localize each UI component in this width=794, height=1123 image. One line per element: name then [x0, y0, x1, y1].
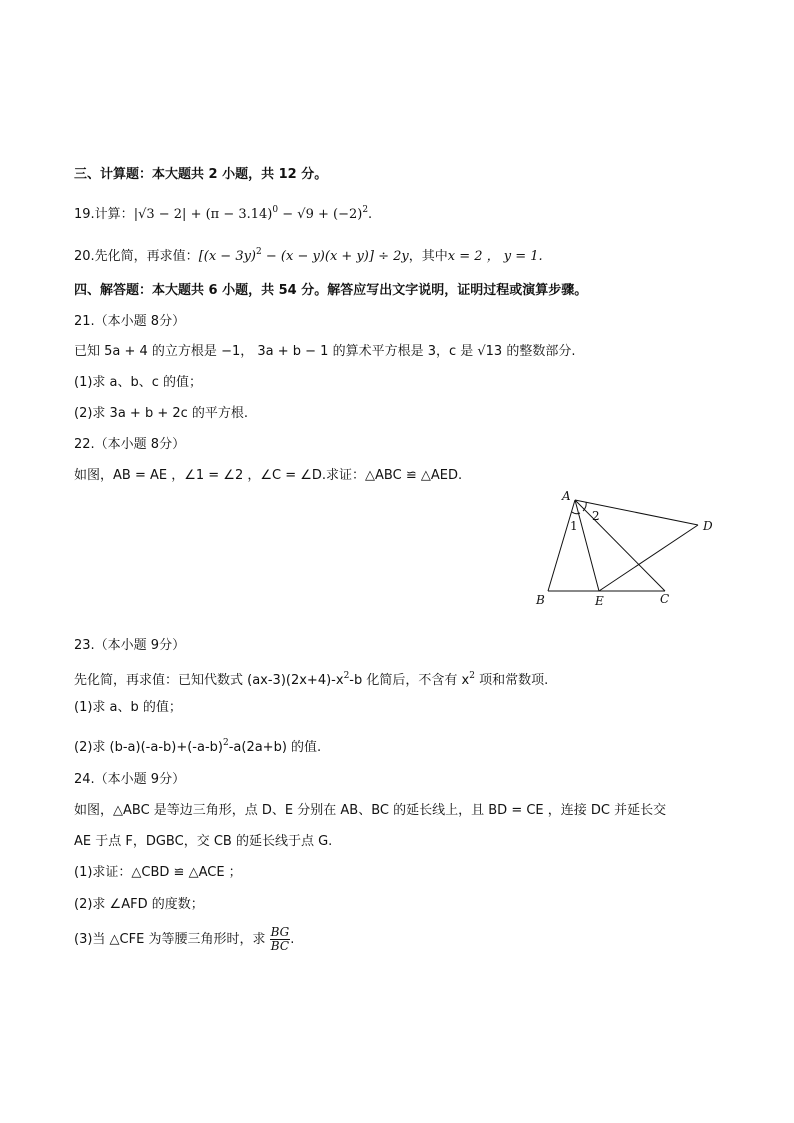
- q21-header: 21.（本小题 8分）: [74, 314, 186, 329]
- q19-prefix: 19.计算：: [74, 207, 134, 222]
- q19-exp2: 2: [362, 205, 369, 215]
- q21-part1: (1)求 a、b、c 的值；: [74, 375, 203, 390]
- q23-part2-a: (2)求 (b-a)(-a-b)+(-a-b): [74, 740, 223, 755]
- question-19: [74, 200, 372, 225]
- q24-part3-prefix: (3)当 △CFE 为等腰三角形时，求: [74, 932, 266, 947]
- q19-tail: .: [368, 207, 373, 222]
- q24-part1: (1)求证：△CBD ≌ △ACE ；: [74, 865, 242, 880]
- q24-stem-line1: 如图，△ABC 是等边三角形，点 D、E 分别在 AB、BC 的延长线上，且 BD = CE ，连接 DC 并延长交: [74, 803, 667, 818]
- q24-stem-line2: AE 于点 F，DGBC，交 CB 的延长线于点 G.: [74, 834, 333, 849]
- label-D: D: [703, 519, 713, 533]
- label-B: B: [536, 593, 545, 607]
- segment-ED: [599, 525, 698, 591]
- q20-exp2: 2: [256, 247, 262, 257]
- q23-stem-b: -b 化简后，不含有 x: [349, 673, 470, 688]
- q24-part3: [74, 926, 294, 954]
- q20-mid: ，其中: [408, 249, 448, 264]
- q19-exp0: 0: [272, 205, 279, 215]
- segment-AB: [548, 500, 575, 591]
- q23-part1: (1)求 a、b 的值；: [74, 700, 182, 715]
- question-20: [74, 242, 543, 267]
- label-E: E: [595, 594, 604, 608]
- q23-stem-exp2: 2: [469, 671, 475, 681]
- q19-expr-b: − √9 + (−2): [278, 207, 363, 222]
- q23-header: 23.（本小题 9分）: [74, 638, 186, 653]
- q23-part2-b: -a(2a+b) 的值.: [228, 740, 322, 755]
- section4-heading: 四、解答题：本大题共 6 小题，共 54 分。解答应写出文字说明，证明过程或演算步骤。: [74, 283, 588, 298]
- triangle-figure: [530, 488, 730, 612]
- q21-stem: 已知 5a + 4 的立方根是 −1， 3a + b − 1 的算术平方根是 3，c 是 √13 的整数部分.: [74, 344, 576, 359]
- label-angle-2: 2: [592, 509, 600, 523]
- q23-stem: [74, 666, 548, 691]
- figure-lines: [548, 500, 698, 591]
- label-C: C: [660, 592, 670, 606]
- q22-header: 22.（本小题 8分）: [74, 437, 186, 452]
- q20-expr2: − (x − y)(x + y)] ÷ 2y: [261, 249, 409, 264]
- q24-fraction: [270, 926, 291, 953]
- q21-part2: (2)求 3a + b + 2c 的平方根.: [74, 406, 249, 421]
- q19-expr-a: |√3 − 2| + (π − 3.14): [133, 207, 273, 222]
- label-angle-1: 1: [570, 519, 578, 533]
- q24-header: 24.（本小题 9分）: [74, 772, 186, 787]
- q23-stem-exp: 2: [343, 671, 350, 681]
- label-A: A: [562, 489, 571, 503]
- q23-stem-c: 项和常数项.: [474, 673, 549, 688]
- q24-part3-tail: .: [290, 932, 295, 947]
- section3-heading: 三、计算题：本大题共 2 小题，共 12 分。: [74, 167, 328, 182]
- q23-part2-exp: 2: [222, 738, 229, 748]
- q24-part2: (2)求 ∠AFD 的度数；: [74, 897, 204, 912]
- q23-part2: [74, 733, 321, 758]
- q20-prefix: 20.先化简，再求值：: [74, 249, 199, 264]
- q22-stem: 如图，AB = AE ，∠1 = ∠2 ，∠C = ∠D.求证：△ABC ≌ △AED.: [74, 468, 463, 483]
- fraction-numerator: BG: [270, 925, 290, 939]
- fraction-denominator: BC: [270, 939, 290, 953]
- q20-cond: x = 2 ， y = 1.: [447, 249, 543, 264]
- q23-stem-a: 先化简，再求值：已知代数式 (ax-3)(2x+4)-x: [74, 673, 344, 688]
- angle-2-arc: [583, 502, 586, 511]
- q20-expr: [(x − 3y): [198, 249, 257, 264]
